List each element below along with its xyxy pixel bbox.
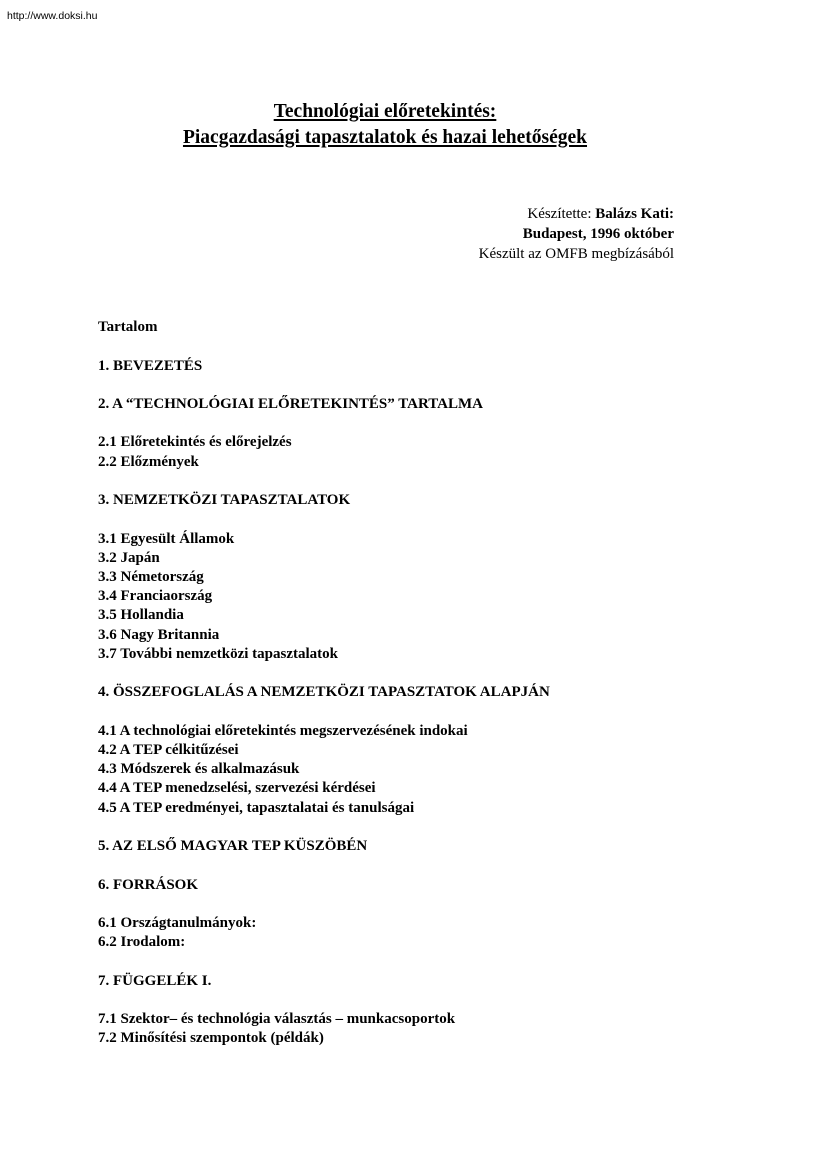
- source-url[interactable]: http://www.doksi.hu: [7, 10, 98, 22]
- toc-entry: 2.2 Előzmények: [98, 454, 199, 470]
- author-block: [479, 204, 674, 264]
- toc-entry: 3. NEMZETKÖZI TAPASZTALATOK: [98, 492, 351, 508]
- toc-entry: 3.7 További nemzetközi tapasztalatok: [98, 646, 339, 662]
- toc-entry: 3.4 Franciaország: [98, 588, 213, 604]
- toc-entry: 6. FORRÁSOK: [98, 877, 199, 893]
- toc-entry: 4.3 Módszerek és alkalmazásuk: [98, 761, 300, 777]
- toc-entry: 4.2 A TEP célkitűzései: [98, 742, 239, 758]
- toc-entry: 7.1 Szektor– és technológia választás – munkacsoportok: [98, 1011, 456, 1027]
- toc-entry: 4.1 A technológiai előretekintés megszervezésének indokai: [98, 723, 468, 739]
- toc-entry: 3.5 Hollandia: [98, 607, 184, 623]
- commission-note: Készült az OMFB megbízásából: [478, 246, 674, 262]
- toc-entry: 6.2 Irodalom:: [98, 934, 186, 950]
- author-name: Balázs Kati:: [595, 206, 674, 222]
- toc-entry: 2. A “TECHNOLÓGIAI ELŐRETEKINTÉS” TARTALMA: [98, 396, 483, 412]
- toc-entry: 4.4 A TEP menedzselési, szervezési kérdései: [98, 780, 376, 796]
- toc-entry: 2.1 Előretekintés és előrejelzés: [98, 434, 292, 450]
- toc-entry: 5. AZ ELSŐ MAGYAR TEP KÜSZÖBÉN: [98, 838, 368, 854]
- toc-entry: 7.2 Minősítési szempontok (példák): [98, 1030, 324, 1046]
- toc-entry: 3.6 Nagy Britannia: [98, 627, 220, 643]
- prepared-by-label: Készítette:: [527, 206, 592, 222]
- toc-entry: 4.5 A TEP eredményei, tapasztalatai és tanulságai: [98, 800, 415, 816]
- toc-entry: 6.1 Országtanulmányok:: [98, 915, 257, 931]
- toc-entry: 4. ÖSSZEFOGLALÁS A NEMZETKÖZI TAPASZTATOK ALAPJÁN: [98, 684, 550, 700]
- toc-heading: Tartalom: [98, 319, 158, 335]
- toc-entry: 3.1 Egyesült Államok: [98, 531, 235, 547]
- prepared-by: [479, 204, 674, 224]
- title-line-1: Technológiai előretekintés:: [273, 101, 497, 122]
- toc-entry: 3.2 Japán: [98, 550, 160, 566]
- document-title: [0, 99, 770, 151]
- toc-entry: 3.3 Németország: [98, 569, 204, 585]
- toc-entry: 7. FÜGGELÉK I.: [98, 973, 212, 989]
- place-date: Budapest, 1996 október: [522, 226, 674, 242]
- toc-entry: 1. BEVEZETÉS: [98, 358, 203, 374]
- title-line-2: Piacgazdasági tapasztalatok és hazai lehetőségek: [182, 127, 588, 148]
